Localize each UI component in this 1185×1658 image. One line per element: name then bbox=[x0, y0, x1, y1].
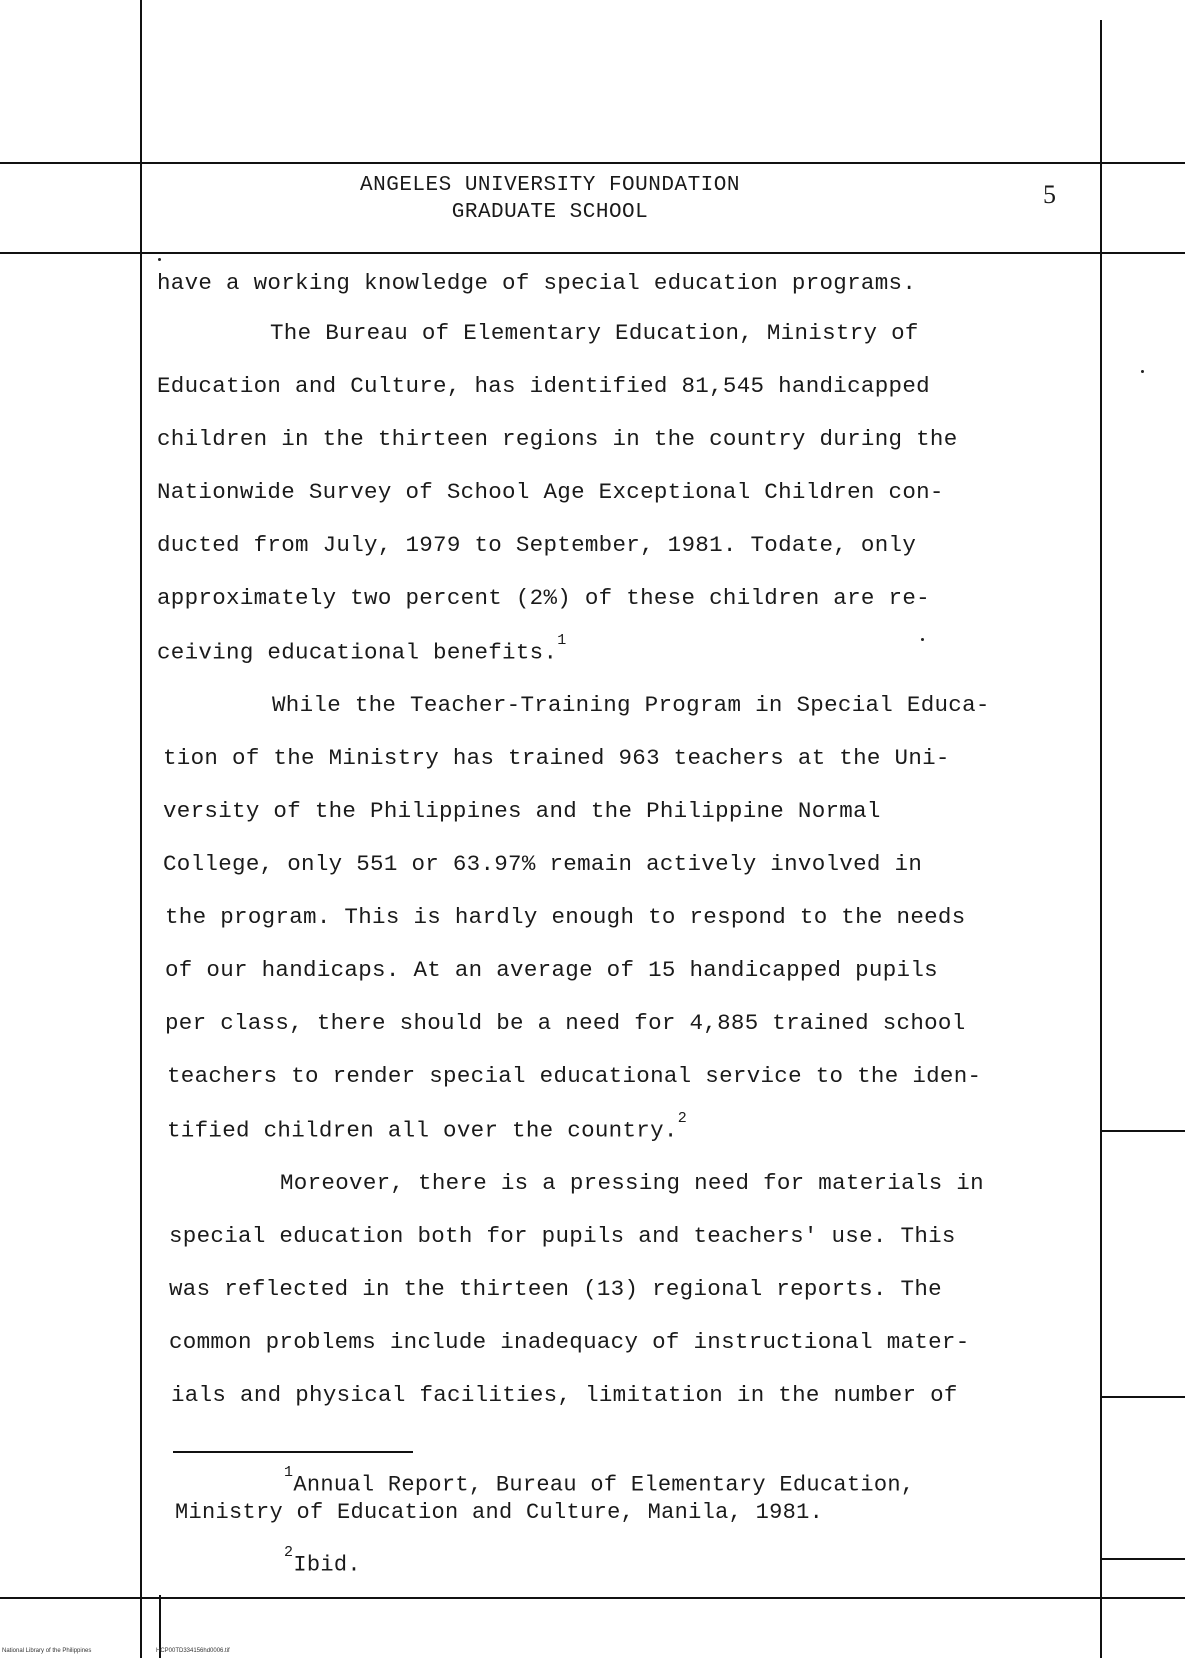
scan-speck bbox=[158, 258, 161, 261]
text-line: common problems include inadequacy of instructional mater- bbox=[169, 1329, 970, 1355]
footnote-1-text: Annual Report, Bureau of Elementary Education, bbox=[293, 1472, 915, 1498]
text-span: ceiving educational benefits. bbox=[157, 639, 558, 666]
text-line: have a working knowledge of special education programs. bbox=[157, 270, 917, 296]
page-number: 5 bbox=[1043, 180, 1056, 209]
text-line: The Bureau of Elementary Education, Ministry of bbox=[270, 320, 919, 346]
footnote-1-line-1 bbox=[284, 1464, 915, 1498]
text-line: ials and physical facilities, limitation in the number of bbox=[171, 1382, 958, 1408]
page-header bbox=[300, 172, 800, 226]
text-line: of our handicaps. At an average of 15 handicapped pupils bbox=[165, 957, 938, 983]
left-margin-rule bbox=[140, 0, 142, 1658]
school-name: GRADUATE SCHOOL bbox=[451, 201, 649, 224]
text-line: was reflected in the thirteen (13) regional reports. The bbox=[169, 1276, 942, 1302]
text-line: tion of the Ministry has trained 963 teachers at the Uni- bbox=[163, 745, 950, 771]
text-line: Education and Culture, has identified 81,545 handicapped bbox=[157, 373, 930, 399]
file-code-tag: HCP00TD334156hd0006.tif bbox=[156, 1648, 230, 1654]
footnote-2 bbox=[284, 1544, 361, 1578]
footnote-1-mark: 1 bbox=[284, 1464, 294, 1481]
text-line: Nationwide Survey of School Age Exceptional Children con- bbox=[157, 479, 944, 505]
right-tick-rule-3 bbox=[1100, 1558, 1185, 1560]
footnote-2-mark: 2 bbox=[284, 1544, 294, 1561]
text-span: tified children all over the country. bbox=[167, 1117, 678, 1144]
text-line-with-note bbox=[157, 632, 567, 666]
text-line: children in the thirteen regions in the country during the bbox=[157, 426, 958, 452]
text-line: special education both for pupils and teachers' use. This bbox=[169, 1223, 956, 1249]
header-top-rule bbox=[0, 162, 1185, 164]
text-line: College, only 551 or 63.97% remain actively involved in bbox=[163, 851, 923, 877]
right-tick-rule-2 bbox=[1100, 1396, 1185, 1398]
note-mark-2: 2 bbox=[677, 1110, 687, 1127]
text-line: approximately two percent (2%) of these children are re- bbox=[157, 585, 930, 611]
footnote-1-line-2: Ministry of Education and Culture, Manila, 1981. bbox=[175, 1500, 824, 1525]
text-line: versity of the Philippines and the Philippine Normal bbox=[163, 798, 881, 824]
text-line-with-note bbox=[167, 1110, 687, 1144]
library-tag: National Library of the Philippines bbox=[2, 1648, 92, 1654]
text-line: teachers to render special educational service to the iden- bbox=[167, 1063, 982, 1089]
text-line: ducted from July, 1979 to September, 1981. Todate, only bbox=[157, 532, 917, 558]
text-line: While the Teacher-Training Program in Special Educa- bbox=[272, 692, 990, 718]
text-line: the program. This is hardly enough to respond to the needs bbox=[165, 904, 966, 930]
note-mark-1: 1 bbox=[557, 632, 567, 649]
footnote-separator bbox=[173, 1451, 413, 1453]
footnote-2-text: Ibid. bbox=[293, 1552, 361, 1578]
header-bottom-rule bbox=[0, 252, 1185, 254]
right-margin-rule bbox=[1100, 20, 1102, 1658]
page-bottom-rule bbox=[0, 1597, 1185, 1599]
text-line: per class, there should be a need for 4,885 trained school bbox=[165, 1010, 966, 1036]
institution-name: ANGELES UNIVERSITY FOUNDATION bbox=[360, 174, 740, 197]
text-line: Moreover, there is a pressing need for materials in bbox=[280, 1170, 984, 1196]
scan-speck bbox=[921, 638, 924, 641]
scan-speck bbox=[1141, 370, 1144, 373]
right-tick-rule-1 bbox=[1100, 1130, 1185, 1132]
